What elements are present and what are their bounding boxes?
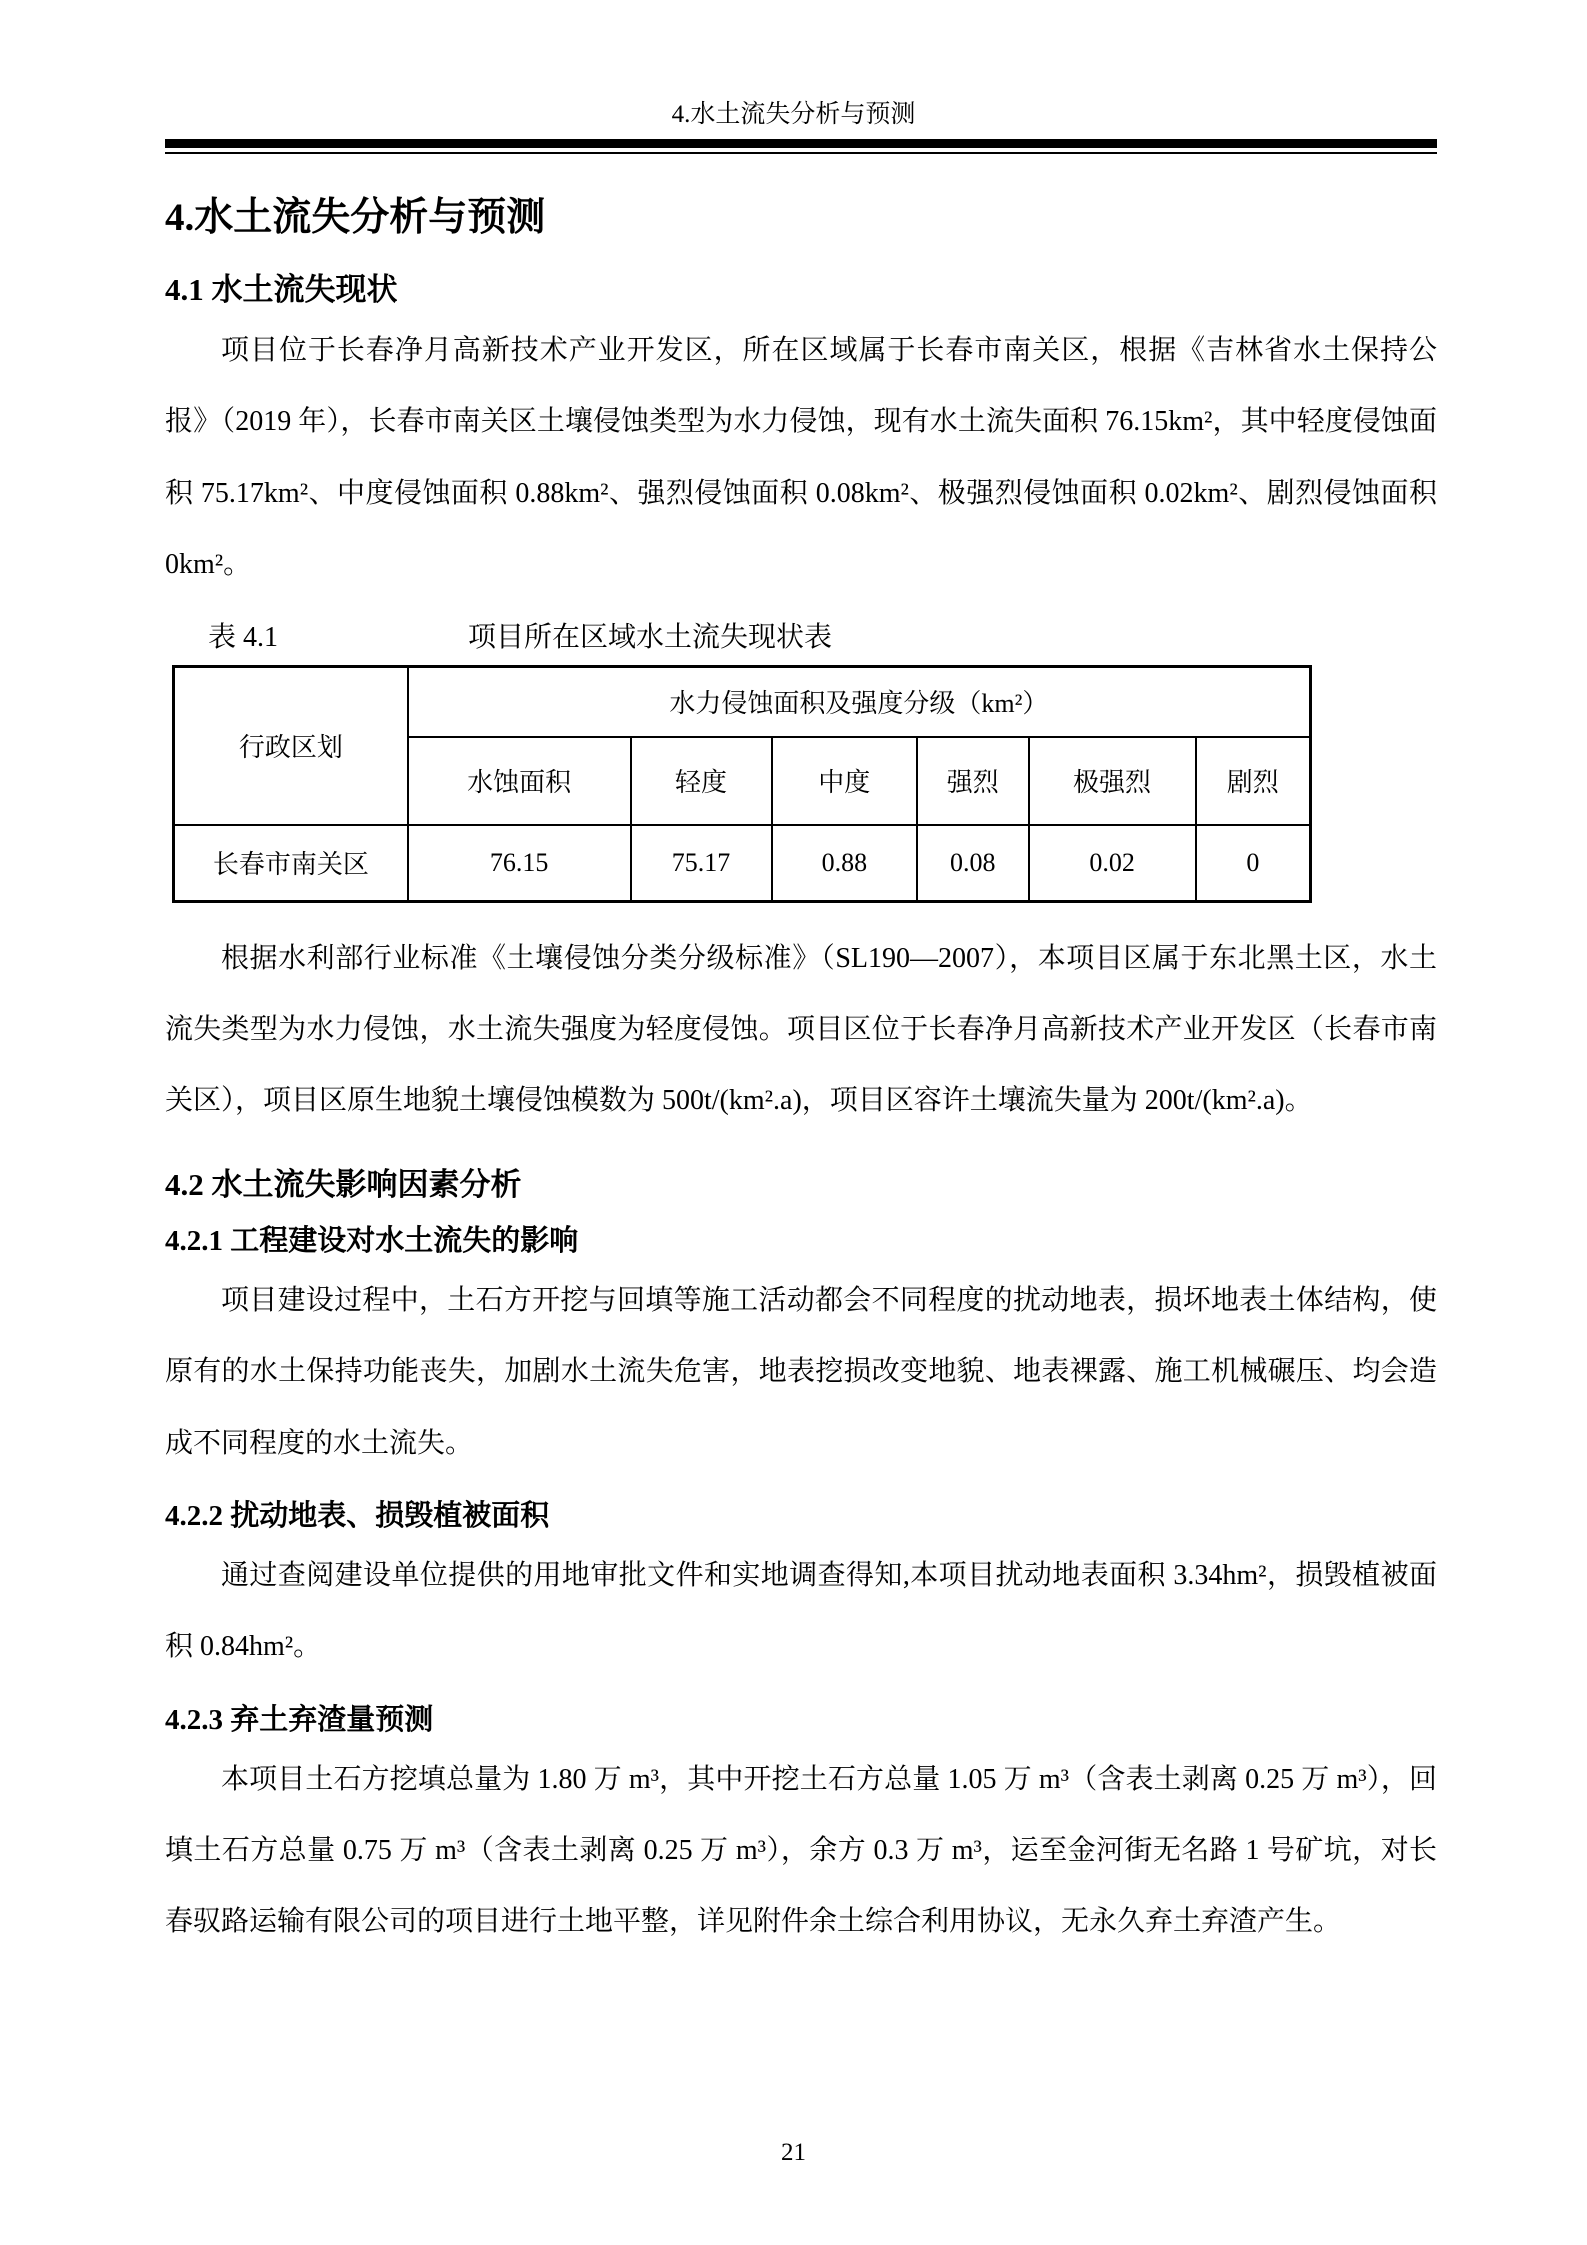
section-title-4-1: 4.1 水土流失现状 <box>165 272 398 307</box>
table-cell-severe: 0 <box>1196 825 1311 902</box>
header-divider-thick-line <box>165 139 1437 148</box>
paragraph-4-1-standard: 根据水利部行业标准《土壤侵蚀分类分级标准》（SL190—2007），本项目区属于东北黑土区，水土流失类型为水力侵蚀，水土流失强度为轻度侵蚀。项目区位于长春净月高新技术产业开发区（长春市南关区），项目区原生地貌土壤侵蚀模数为 500t/(km².a)，项目区容许土壤流失量为 200t/(km².a)。 <box>165 942 1437 1117</box>
table-caption-label: 表 4.1 <box>208 621 279 653</box>
section-title-4-2-1: 4.2.1 工程建设对水土流失的影响 <box>165 1224 579 1257</box>
table-header-region: 行政区划 <box>174 666 408 825</box>
erosion-status-table <box>172 665 1312 903</box>
section-title-4-2-3: 4.2.3 弃土弃渣量预测 <box>165 1703 434 1736</box>
section-title-4-2: 4.2 水土流失影响因素分析 <box>165 1166 522 1202</box>
table-subheader-severe: 剧烈 <box>1196 737 1311 825</box>
page-number: 21 <box>781 2139 806 2166</box>
chapter-title: 4.水土流失分析与预测 <box>165 196 546 239</box>
paragraph-4-1-current-status: 项目位于长春净月高新技术产业开发区，所在区域属于长春市南关区，根据《吉林省水土保持公报》（2019 年），长春市南关区土壤侵蚀类型为水力侵蚀，现有水土流失面积 76.15km²，其中轻度侵蚀面积 75.17km²、中度侵蚀面积 0.88km²、强烈侵蚀面积 0.08km²、极强烈侵蚀面积 0.02km²、剧烈侵蚀面积 0km²。 <box>165 335 1437 581</box>
header-divider-thin-line <box>165 152 1437 154</box>
paragraph-4-2-3: 本项目土石方挖填总量为 1.80 万 m³，其中开挖土石方总量 1.05 万 m³（含表土剥离 0.25 万 m³），回填土石方总量 0.75 万 m³（含表土剥离 0.25 万 m³），余方 0.3 万 m³，运至金河街无名路 1 号矿坑，对长春驭路运输有限公司的项目进行土地平整，详见附件余土综合利用协议，无永久弃土弃渣产生。 <box>165 1763 1437 1938</box>
table-cell-region: 长春市南关区 <box>174 825 408 902</box>
table-cell-water-erosion-area: 76.15 <box>408 825 631 902</box>
table-subheader-water-erosion-area: 水蚀面积 <box>408 737 631 825</box>
table-caption-title: 项目所在区域水土流失现状表 <box>468 621 833 653</box>
table-subheader-extremely-intense: 极强烈 <box>1029 737 1196 825</box>
paragraph-4-2-2: 通过查阅建设单位提供的用地审批文件和实地调查得知,本项目扰动地表面积 3.34hm²，损毁植被面积 0.84hm²。 <box>165 1559 1437 1663</box>
table-cell-moderate: 0.88 <box>772 825 918 902</box>
table-subheader-intense: 强烈 <box>917 737 1028 825</box>
table-subheader-moderate: 中度 <box>772 737 918 825</box>
table-header-group: 水力侵蚀面积及强度分级（km²） <box>408 666 1311 737</box>
section-title-4-2-2: 4.2.2 扰动地表、损毁植被面积 <box>165 1499 550 1532</box>
running-head-title: 4.水土流失分析与预测 <box>671 101 916 128</box>
table-4-1-caption <box>165 615 1437 655</box>
table-row <box>174 825 1311 902</box>
header-divider <box>0 139 1587 154</box>
paragraph-4-2-1: 项目建设过程中，土石方开挖与回填等施工活动都会不同程度的扰动地表，损坏地表土体结构，使原有的水土保持功能丧失，加剧水土流失危害，地表挖损改变地貌、地表裸露、施工机械碾压、均会造成不同程度的水土流失。 <box>165 1284 1437 1459</box>
table-cell-intense: 0.08 <box>917 825 1028 902</box>
table-subheader-light: 轻度 <box>631 737 772 825</box>
table-cell-light: 75.17 <box>631 825 772 902</box>
table-cell-extremely-intense: 0.02 <box>1029 825 1196 902</box>
